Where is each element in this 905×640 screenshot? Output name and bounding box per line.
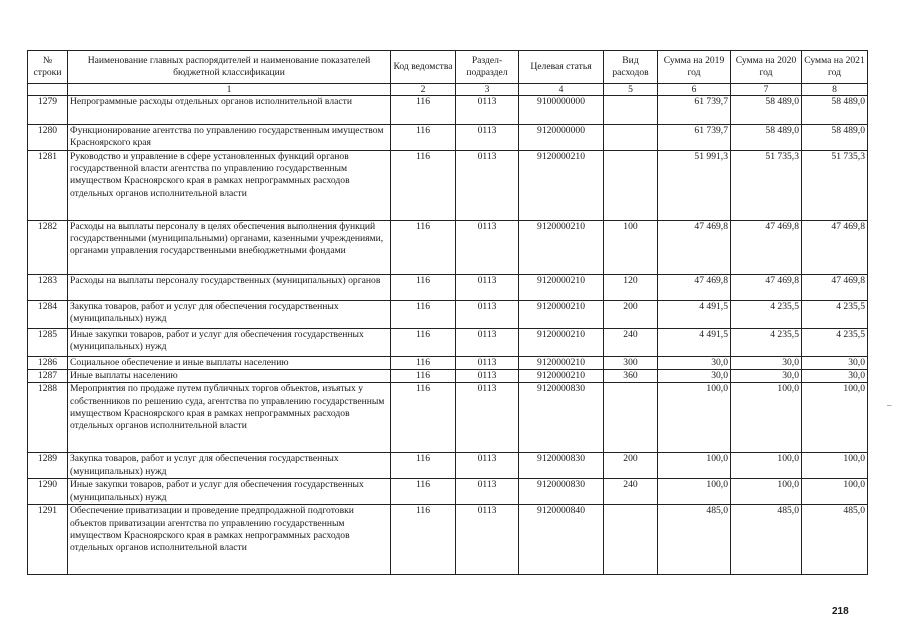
department-code: 116 (391, 275, 456, 301)
sum-2020: 100,0 (731, 383, 802, 453)
table-row (28, 329, 868, 357)
header-section: Раздел-подраздел (456, 51, 519, 84)
sum-2020: 4 235,5 (731, 329, 802, 357)
target-item: 9120000830 (519, 383, 604, 453)
department-code: 116 (391, 301, 456, 329)
sum-2020: 47 469,8 (731, 275, 802, 301)
colnum: 3 (456, 84, 519, 96)
header-sum-2019: Сумма на 2019 год (658, 51, 731, 84)
colnum: 7 (731, 84, 802, 96)
department-code: 116 (391, 357, 456, 370)
table-body (28, 96, 868, 575)
sum-2019: 61 739,7 (658, 96, 731, 125)
target-item: 9120000210 (519, 370, 604, 383)
section-code: 0113 (456, 505, 519, 575)
section-code: 0113 (456, 301, 519, 329)
sum-2020: 485,0 (731, 505, 802, 575)
header-row-number: № строки (28, 51, 68, 84)
row-number: 1279 (28, 96, 68, 125)
sum-2021: 4 235,5 (802, 329, 868, 357)
colnum: 4 (519, 84, 604, 96)
expense-type: 240 (604, 329, 658, 357)
expense-type: 200 (604, 301, 658, 329)
page-number: 218 (832, 606, 849, 617)
section-code: 0113 (456, 329, 519, 357)
sum-2019: 100,0 (658, 453, 731, 479)
table-row (28, 357, 868, 370)
row-number: 1287 (28, 370, 68, 383)
row-number: 1280 (28, 125, 68, 151)
row-number: 1282 (28, 221, 68, 275)
target-item: 9120000210 (519, 275, 604, 301)
row-number: 1283 (28, 275, 68, 301)
department-code: 116 (391, 370, 456, 383)
table-row (28, 479, 868, 505)
department-code: 116 (391, 453, 456, 479)
section-code: 0113 (456, 453, 519, 479)
section-code: 0113 (456, 125, 519, 151)
sum-2021: 100,0 (802, 479, 868, 505)
expense-type (604, 505, 658, 575)
target-item: 9120000830 (519, 479, 604, 505)
expense-type: 100 (604, 221, 658, 275)
target-item: 9120000210 (519, 329, 604, 357)
department-code: 116 (391, 125, 456, 151)
target-item: 9100000000 (519, 96, 604, 125)
target-item: 9120000210 (519, 357, 604, 370)
section-code: 0113 (456, 151, 519, 221)
section-code: 0113 (456, 479, 519, 505)
colnum: 1 (68, 84, 391, 96)
row-number: 1290 (28, 479, 68, 505)
expense-type: 120 (604, 275, 658, 301)
row-name: Расходы на выплаты персоналу государственных (муниципальных) органов (68, 275, 391, 301)
section-code: 0113 (456, 370, 519, 383)
sum-2020: 4 235,5 (731, 301, 802, 329)
sum-2021: 485,0 (802, 505, 868, 575)
header-name: Наименование главных распорядителей и наименование показателей бюджетной классификации (68, 51, 391, 84)
table-row (28, 96, 868, 125)
table-row (28, 125, 868, 151)
table-row (28, 301, 868, 329)
sum-2020: 30,0 (731, 357, 802, 370)
colnum: 6 (658, 84, 731, 96)
table-row (28, 505, 868, 575)
colnum: 5 (604, 84, 658, 96)
sum-2021: 30,0 (802, 370, 868, 383)
sum-2021: 47 469,8 (802, 221, 868, 275)
sum-2021: 30,0 (802, 357, 868, 370)
sum-2020: 47 469,8 (731, 221, 802, 275)
table-row (28, 151, 868, 221)
expense-type: 240 (604, 479, 658, 505)
sum-2020: 58 489,0 (731, 96, 802, 125)
colnum: 8 (802, 84, 868, 96)
table-row (28, 275, 868, 301)
sum-2019: 100,0 (658, 479, 731, 505)
row-name: Расходы на выплаты персоналу в целях обеспечения выполнения функций государственными (муниципальными) органами, казенными учреждениями, органами управления государственными внебюджетными фондами (68, 221, 391, 275)
target-item: 9120000210 (519, 301, 604, 329)
expense-type: 200 (604, 453, 658, 479)
sum-2019: 4 491,5 (658, 329, 731, 357)
sum-2019: 30,0 (658, 357, 731, 370)
row-name: Руководство и управление в сфере установленных функций органов государственной власти агентства по управлению государственным имуществом Красноярского края в рамках непрограммных расходов отдельных органов исполнительной власти (68, 151, 391, 221)
section-code: 0113 (456, 96, 519, 125)
expense-type: 360 (604, 370, 658, 383)
column-numbers-row (28, 84, 868, 96)
target-item: 9120000210 (519, 151, 604, 221)
department-code: 116 (391, 96, 456, 125)
target-item: 9120000840 (519, 505, 604, 575)
sum-2020: 100,0 (731, 453, 802, 479)
sum-2019: 30,0 (658, 370, 731, 383)
row-number: 1284 (28, 301, 68, 329)
department-code: 116 (391, 221, 456, 275)
header-sum-2021: Сумма на 2021 год (802, 51, 868, 84)
sum-2020: 30,0 (731, 370, 802, 383)
expense-type (604, 125, 658, 151)
sum-2019: 100,0 (658, 383, 731, 453)
row-number: 1289 (28, 453, 68, 479)
section-code: 0113 (456, 357, 519, 370)
sum-2019: 485,0 (658, 505, 731, 575)
header-department-code: Код ведомства (391, 51, 456, 84)
row-name: Функционирование агентства по управлению государственным имуществом Красноярского края (68, 125, 391, 151)
section-code: 0113 (456, 221, 519, 275)
header-expense-type: Вид расходов (604, 51, 658, 84)
sum-2021: 100,0 (802, 383, 868, 453)
table-row (28, 453, 868, 479)
sum-2021: 100,0 (802, 453, 868, 479)
header-target-item: Целевая статья (519, 51, 604, 84)
row-name: Непрограммные расходы отдельных органов исполнительной власти (68, 96, 391, 125)
row-number: 1286 (28, 357, 68, 370)
department-code: 116 (391, 329, 456, 357)
table-row (28, 221, 868, 275)
sum-2020: 100,0 (731, 479, 802, 505)
target-item: 9120000210 (519, 221, 604, 275)
margin-mark: – (887, 400, 892, 410)
section-code: 0113 (456, 275, 519, 301)
sum-2019: 47 469,8 (658, 275, 731, 301)
row-name: Мероприятия по продаже путем публичных торгов объектов, изъятых у собственников по решению суда, агентства по управлению государственным имуществом Красноярского края в рамках непрограммных расходов отдельных органов исполнительной власти (68, 383, 391, 453)
sum-2020: 58 489,0 (731, 125, 802, 151)
sum-2020: 51 735,3 (731, 151, 802, 221)
row-number: 1285 (28, 329, 68, 357)
expense-type (604, 383, 658, 453)
department-code: 116 (391, 151, 456, 221)
sum-2019: 47 469,8 (658, 221, 731, 275)
colnum (28, 84, 68, 96)
table-row (28, 383, 868, 453)
expense-type: 300 (604, 357, 658, 370)
row-number: 1281 (28, 151, 68, 221)
department-code: 116 (391, 505, 456, 575)
header-sum-2020: Сумма на 2020 год (731, 51, 802, 84)
section-code: 0113 (456, 383, 519, 453)
row-name: Социальное обеспечение и иные выплаты населению (68, 357, 391, 370)
target-item: 9120000830 (519, 453, 604, 479)
sum-2019: 61 739,7 (658, 125, 731, 151)
sum-2019: 4 491,5 (658, 301, 731, 329)
department-code: 116 (391, 383, 456, 453)
department-code: 116 (391, 479, 456, 505)
budget-table (27, 50, 868, 575)
row-name: Иные закупки товаров, работ и услуг для обеспечения государственных (муниципальных) нужд (68, 329, 391, 357)
target-item: 9120000000 (519, 125, 604, 151)
row-name: Закупка товаров, работ и услуг для обеспечения государственных (муниципальных) нужд (68, 453, 391, 479)
row-name: Закупка товаров, работ и услуг для обеспечения государственных (муниципальных) нужд (68, 301, 391, 329)
row-name: Иные выплаты населению (68, 370, 391, 383)
sum-2019: 51 991,3 (658, 151, 731, 221)
row-number: 1288 (28, 383, 68, 453)
sum-2021: 47 469,8 (802, 275, 868, 301)
header-row (28, 51, 868, 84)
sum-2021: 58 489,0 (802, 125, 868, 151)
table-row (28, 370, 868, 383)
colnum: 2 (391, 84, 456, 96)
row-name: Обеспечение приватизации и проведение предпродажной подготовки объектов приватизации агентства по управлению государственным имуществом Красноярского края в рамках непрограммных расходов отдельных органов исполнительной власти (68, 505, 391, 575)
row-name: Иные закупки товаров, работ и услуг для обеспечения государственных (муниципальных) нужд (68, 479, 391, 505)
expense-type (604, 96, 658, 125)
expense-type (604, 151, 658, 221)
sum-2021: 4 235,5 (802, 301, 868, 329)
row-number: 1291 (28, 505, 68, 575)
sum-2021: 51 735,3 (802, 151, 868, 221)
sum-2021: 58 489,0 (802, 96, 868, 125)
